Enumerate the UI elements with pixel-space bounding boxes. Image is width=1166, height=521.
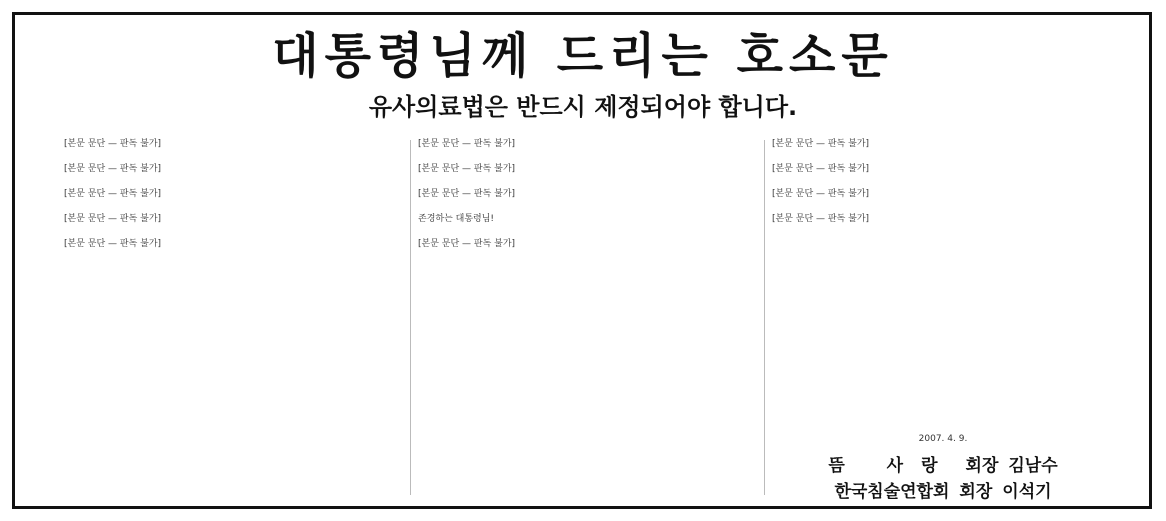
headline: 대통령님께 드리는 호소문 [272, 28, 894, 84]
signature-org: 한국침술연합회 [834, 482, 950, 502]
body-paragraph: [본문 문단 — 판독 불가] [772, 214, 870, 224]
signature-org: 뜸 사랑 [828, 456, 956, 476]
body-paragraph: [본문 문단 — 판독 불가] [418, 189, 516, 199]
body-column-1 [64, 138, 406, 498]
body-paragraph: [본문 문단 — 판독 불가] [64, 164, 162, 174]
body-paragraph: [본문 문단 — 판독 불가] [772, 139, 870, 149]
body-paragraph: [본문 문단 — 판독 불가] [772, 189, 870, 199]
signature-name: 김남수 [1008, 456, 1058, 476]
signature-block [772, 138, 1114, 508]
body-paragraph: [본문 문단 — 판독 불가] [64, 139, 162, 149]
body-paragraph: [본문 문단 — 판독 불가] [64, 239, 162, 249]
subheadline: 유사의료법은 반드시 제정되어야 합니다. [368, 93, 798, 121]
body-paragraph: [본문 문단 — 판독 불가] [418, 139, 516, 149]
body-paragraph: [본문 문단 — 판독 불가] [64, 214, 162, 224]
signature-title: 회장 [965, 456, 999, 476]
signature-line [772, 456, 1114, 476]
body-column-2 [418, 138, 760, 498]
column-divider [764, 140, 765, 495]
salutation: 존경하는 대통령님! [418, 214, 495, 224]
body-paragraph: [본문 문단 — 판독 불가] [418, 239, 516, 249]
column-divider [410, 140, 411, 495]
signature-title: 회장 [959, 482, 993, 502]
body-paragraph: [본문 문단 — 판독 불가] [772, 164, 870, 174]
body-paragraph: [본문 문단 — 판독 불가] [64, 189, 162, 199]
signature-date: 2007. 4. 9. [918, 434, 968, 444]
signature-name: 이석기 [1002, 482, 1052, 502]
body-paragraph: [본문 문단 — 판독 불가] [418, 164, 516, 174]
signature-line [772, 482, 1114, 502]
